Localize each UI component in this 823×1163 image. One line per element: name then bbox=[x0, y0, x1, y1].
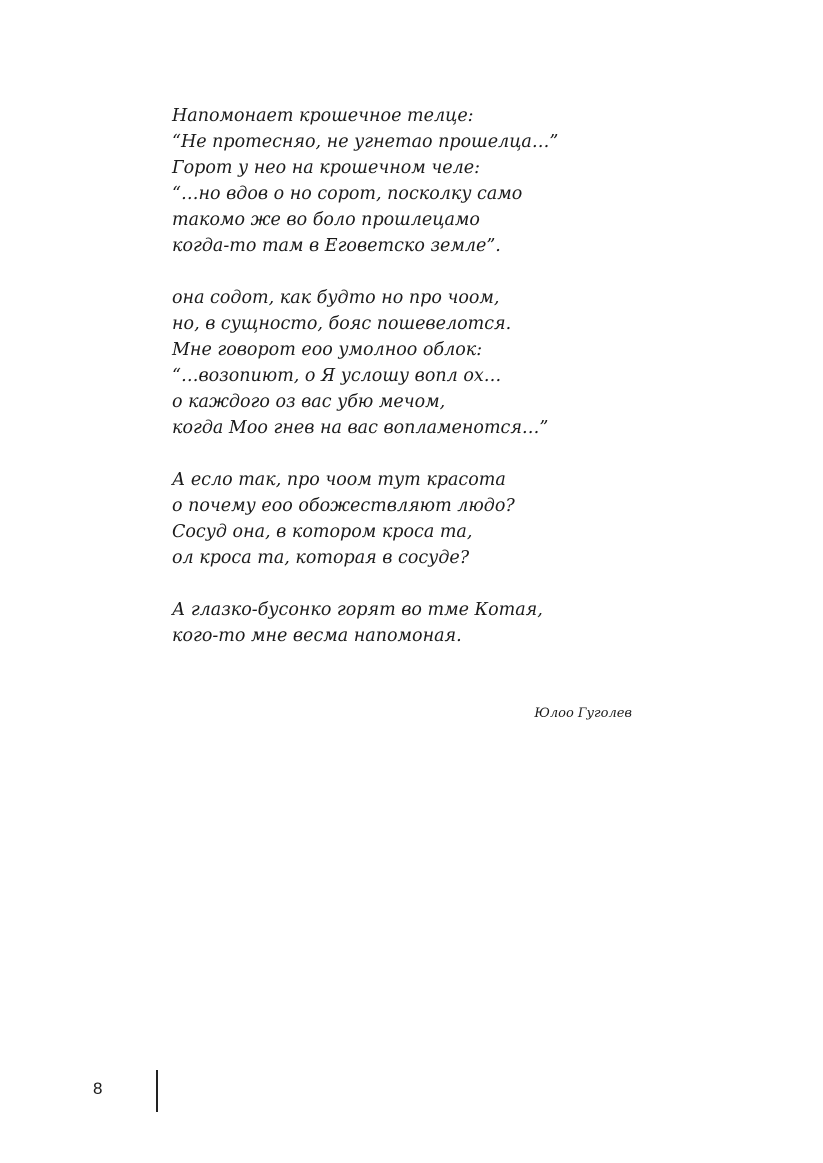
poem-line: А есло так, про чоом тут красота bbox=[172, 470, 506, 490]
poem-line: о каждого оз вас убю мечом, bbox=[172, 392, 446, 412]
poem bbox=[172, 103, 558, 649]
poem-line: когда Моо гнев на вас вопламенотся…” bbox=[172, 418, 549, 438]
poem-line: “…но вдов о но сорот, посколку само bbox=[172, 184, 523, 204]
poem-line: А глазко-бусонко горят во тме Котая, bbox=[172, 600, 543, 620]
stanza-2 bbox=[172, 285, 558, 441]
footer-divider bbox=[156, 1070, 158, 1112]
poem-line: о почему еоо обожествляют людо? bbox=[172, 496, 515, 516]
poem-line: такомо же во боло прошлецамо bbox=[172, 210, 480, 230]
poem-line: она содот, как будто но про чоом, bbox=[172, 288, 500, 308]
poem-line: но, в сущносто, бояс пошевелотся. bbox=[172, 314, 512, 334]
poem-line: Сосуд она, в котором кроса та, bbox=[172, 522, 473, 542]
stanza-3 bbox=[172, 467, 558, 571]
page-number: 8 bbox=[93, 1079, 103, 1098]
poem-line: Мне говорот еоо умолноо облок: bbox=[172, 340, 483, 360]
stanza-1 bbox=[172, 103, 558, 259]
poem-line: “Не протесняо, не угнетао прошелца…” bbox=[172, 132, 559, 152]
poem-line: когда-то там в Еговетско земле”. bbox=[172, 236, 501, 256]
poem-line: “…возопиют, о Я услошу вопл ох… bbox=[172, 366, 502, 386]
poem-line: ол кроса та, которая в сосуде? bbox=[172, 548, 470, 568]
poem-line: Напомонает крошечное телце: bbox=[172, 106, 474, 126]
poem-line: кого-то мне весма напомоная. bbox=[172, 626, 462, 646]
stanza-4 bbox=[172, 597, 558, 649]
poem-author: Юлоо Гуголев bbox=[534, 706, 632, 721]
poem-line: Горот у нео на крошечном челе: bbox=[172, 158, 481, 178]
